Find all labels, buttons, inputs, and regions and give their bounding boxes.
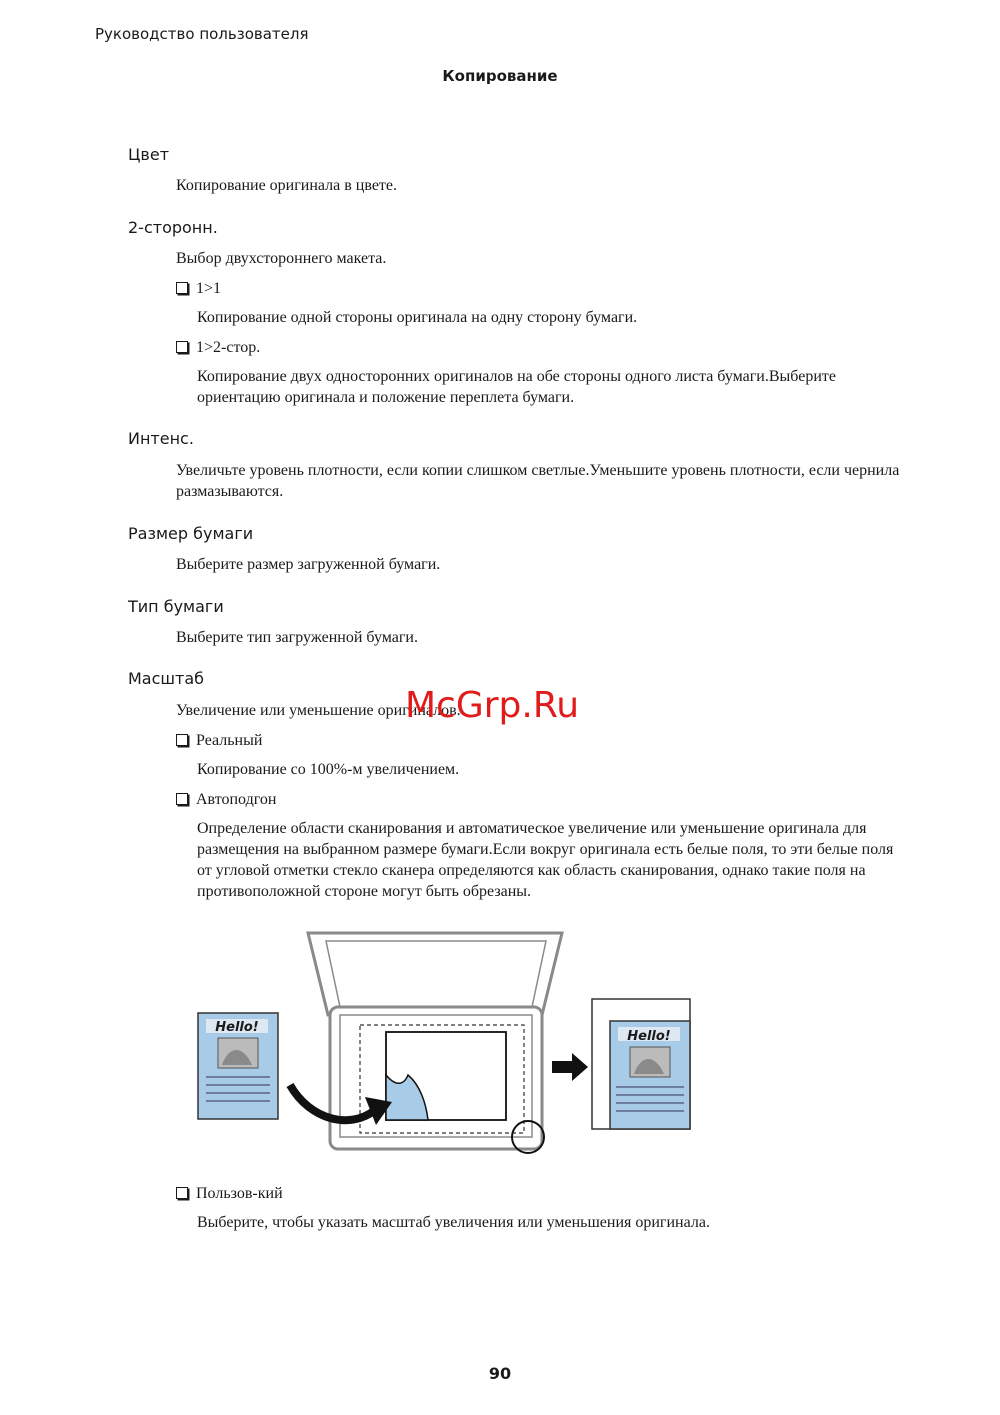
running-head: Руководство пользователя: [95, 25, 309, 43]
option-1-2: [176, 339, 260, 357]
output-hello-text: Hello!: [627, 1029, 671, 1044]
option-custom: [176, 1185, 283, 1203]
option-1-1: [176, 280, 221, 298]
checkbox-bullet-icon: [176, 734, 188, 746]
scanner-lid-icon: [308, 933, 562, 1015]
section-title-density: Интенс.: [128, 429, 194, 448]
checkbox-bullet-icon: [176, 1187, 188, 1199]
section-title-scale: Масштаб: [128, 669, 205, 688]
option-desc: Определение области сканирования и автоматическое увеличение или уменьшение оригинала для размещения на выбранном размере бумаги.Если вокруг оригинала есть белые поля, то эти белые поля от угловой отметки стекло сканера определяются как область сканирования, однако такие поля на противоположной стороне могут быть обрезаны.: [197, 820, 894, 900]
section-title-paper-size: Размер бумаги: [128, 524, 254, 543]
section-text-color: Копирование оригинала в цвете.: [176, 177, 398, 194]
option-autofit: [176, 791, 276, 809]
option-desc: Копирование одной стороны оригинала на одну сторону бумаги.: [197, 309, 638, 326]
option-label: 1>1: [196, 280, 222, 297]
option-actual: [176, 732, 262, 750]
section-text-density: Увеличьте уровень плотности, если копии слишком светлые.Уменьшите уровень плотности, если чернила размазываются.: [176, 462, 900, 500]
section-text-duplex: Выбор двухстороннего макета.: [176, 250, 387, 267]
right-arrow-icon: [552, 1053, 588, 1081]
autofit-illustration: [190, 925, 710, 1165]
output-page: [592, 999, 690, 1129]
option-desc: Копирование со 100%-м увеличением.: [197, 761, 460, 778]
page-number: 90: [488, 1364, 512, 1383]
checkbox-bullet-icon: [176, 341, 188, 353]
section-title-color: Цвет: [128, 145, 170, 164]
section-text-paper-size: Выберите размер загруженной бумаги.: [176, 556, 441, 573]
section-text-scale: Увеличение или уменьшение оригиналов.: [176, 702, 461, 719]
checkbox-bullet-icon: [176, 793, 188, 805]
option-desc: Выберите, чтобы указать масштаб увеличения или уменьшения оригинала.: [197, 1214, 710, 1231]
section-title-duplex: 2-сторонн.: [128, 218, 218, 237]
option-label: Реальный: [196, 732, 263, 749]
section-title-paper-type: Тип бумаги: [128, 597, 224, 616]
chapter-title: Копирование: [442, 67, 558, 85]
option-label: Автоподгон: [196, 791, 277, 808]
option-label: Пользов-кий: [196, 1185, 283, 1202]
section-text-paper-type: Выберите тип загруженной бумаги.: [176, 629, 418, 646]
original-hello-text: Hello!: [215, 1020, 259, 1035]
watermark: McGrp.Ru: [405, 685, 580, 726]
checkbox-bullet-icon: [176, 282, 188, 294]
option-label: 1>2-стор.: [196, 339, 261, 356]
original-document: [198, 1013, 278, 1119]
option-desc: Копирование двух односторонних оригиналов на обе стороны одного листа бумаги.Выберите ориентацию оригинала и положение переплета бумаги.: [197, 368, 836, 406]
